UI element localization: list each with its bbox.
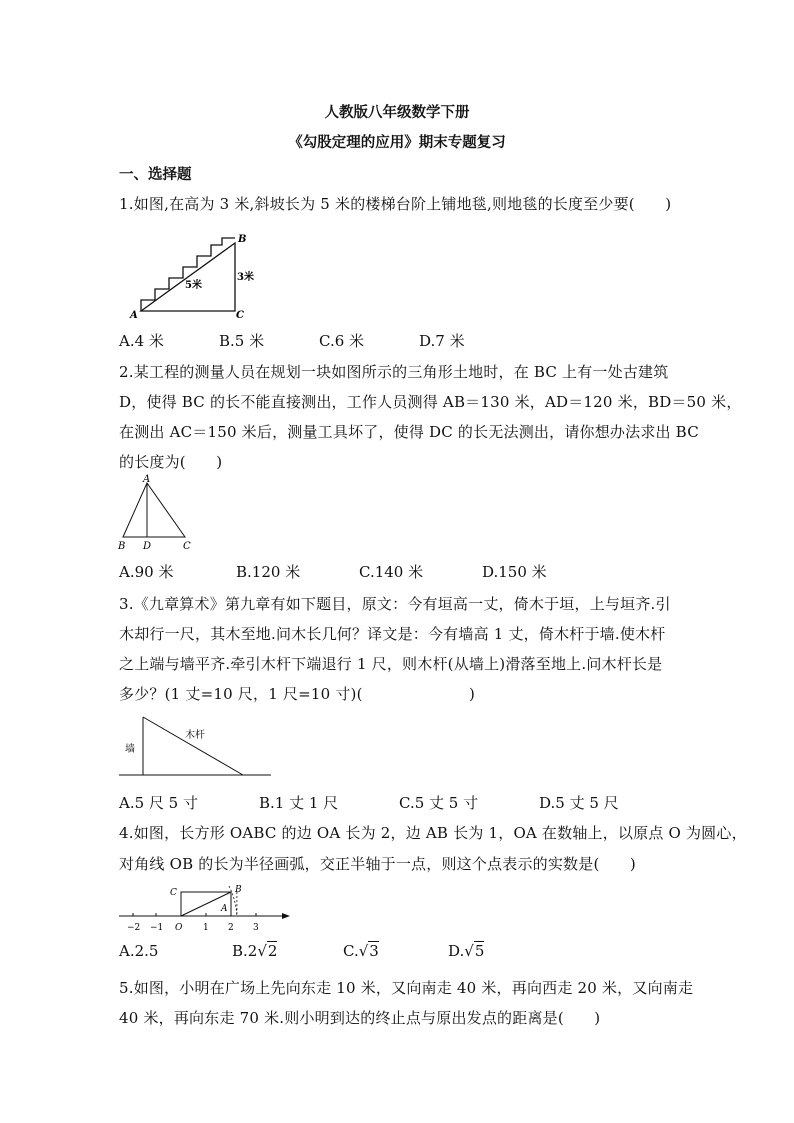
q1-option-b: B.5 米 — [219, 332, 265, 350]
q4-option-b-prefix: B.2 — [232, 942, 258, 960]
q1-option-c: C.6 米 — [319, 332, 365, 350]
q4-figure — [117, 880, 295, 936]
q4-line-1: 4.如图，长方形 OABC 的边 OA 长为 2，边 AB 长为 1，OA 在数轴上，以原点 O 为圆心， — [119, 824, 747, 842]
q4-tick-2: 2 — [228, 923, 234, 933]
sqrt-sign-icon: √ — [464, 942, 474, 960]
q4-line-2: 对角线 OB 的长为半径画弧，交正半轴于一点，则这个点表示的实数是( ) — [119, 855, 636, 873]
sqrt-sign-icon: √ — [358, 942, 369, 960]
q4-option-c-prefix: C. — [343, 942, 359, 960]
q4-axis-arrow — [282, 913, 290, 919]
q1-label-height: 3米 — [237, 272, 254, 283]
q2-label-B: B — [118, 541, 126, 552]
q5-line-2: 40 米，再向东走 70 米.则小明到达的终止点与原出发点的距离是( ) — [119, 1009, 601, 1027]
q3-line-2: 木却行一尺，其木至地.问木长几何？译文是：今有墙高 1 丈，倚木杆于墙.使木杆 — [119, 625, 666, 643]
q4-tick-3: 3 — [253, 923, 259, 933]
q4-option-b — [232, 942, 277, 960]
q1-label-A: A — [130, 310, 138, 321]
q2-option-b: B.120 米 — [236, 563, 301, 581]
q4-option-a: A.2.5 — [119, 942, 159, 960]
q3-line-3: 之上端与墙平齐.牵引木杆下端退行 1 尺，则木杆(从墙上)滑落至地上.问木杆长是 — [119, 655, 663, 673]
q1-figure — [119, 230, 269, 322]
q4-option-d-prefix: D. — [448, 942, 465, 960]
q4-tick-1: 1 — [203, 923, 209, 933]
q2-figure — [115, 475, 200, 553]
q4-label-B: B — [235, 885, 242, 895]
q1-option-a: A.4 米 — [119, 332, 164, 350]
q3-line-4: 多少？(1 丈=10 尺，1 尺=10 寸)( ) — [119, 685, 476, 703]
q2-option-c: C.140 米 — [359, 563, 424, 581]
q2-label-D: D — [143, 541, 152, 552]
q1-stem: 1.如图,在高为 3 米,斜坡长为 5 米的楼梯台阶上铺地毯,则地毯的长度至少要( ) — [119, 195, 672, 213]
q2-line-3: 在测出 AC＝150 米后，测量工具坏了，使得 DC 的长无法测出，请你想办法求出 BC — [119, 423, 699, 441]
q4-option-c-radicand: 3 — [369, 942, 379, 960]
doc-subtitle: 《勾股定理的应用》期末专题复习 — [288, 134, 506, 151]
q4-tick-neg2: −2 — [127, 923, 141, 933]
q3-line-1: 3.《九章算术》第九章有如下题目，原文：今有垣高一丈，倚木于垣，上与垣齐.引 — [119, 595, 671, 613]
q3-pole — [143, 717, 243, 775]
q2-label-C: C — [183, 541, 191, 552]
q2-option-a: A.90 米 — [119, 563, 174, 581]
q2-option-d: D.150 米 — [482, 563, 547, 581]
q2-line-4: 的长度为( ) — [119, 453, 223, 471]
sqrt-sign-icon: √ — [257, 942, 267, 960]
q4-label-O: O — [175, 923, 183, 933]
q4-option-b-radicand: 2 — [267, 942, 278, 960]
q3-label-wall: 墙 — [125, 744, 135, 755]
q1-staircase — [141, 238, 235, 311]
q5-line-1: 5.如图，小明在广场上先向东走 10 米，又向南走 40 米，再向西走 20 米，又向南走 — [119, 979, 694, 997]
q2-line-2: D，使得 BC 的长不能直接测出，工作人员测得 AB＝130 米，AD＝120 米，BD＝50 米， — [119, 393, 742, 411]
q4-option-c — [343, 942, 379, 960]
q4-option-d-radicand: 5 — [474, 942, 485, 960]
q4-label-C: C — [170, 888, 177, 898]
q4-tick-neg1: −1 — [150, 923, 164, 933]
q3-label-pole: 木杆 — [185, 730, 205, 741]
q3-option-a: A.5 尺 5 寸 — [119, 794, 198, 812]
q2-label-A: A — [143, 474, 151, 485]
q1-label-B: B — [238, 234, 247, 245]
q4-label-A: A — [221, 904, 228, 914]
doc-title: 人教版八年级数学下册 — [324, 104, 470, 121]
q4-option-d — [448, 942, 484, 960]
q3-option-c: C.5 丈 5 寸 — [399, 794, 479, 812]
q3-figure — [119, 712, 274, 778]
q1-option-d: D.7 米 — [419, 332, 465, 350]
q1-label-C: C — [236, 310, 244, 321]
q3-option-d: D.5 丈 5 尺 — [539, 794, 619, 812]
q2-line-1: 2.某工程的测量人员在规划一块如图所示的三角形土地时，在 BC 上有一处古建筑 — [119, 363, 669, 381]
q1-label-slope: 5米 — [185, 280, 202, 291]
section-heading: 一、选择题 — [119, 166, 192, 183]
q3-option-b: B.1 丈 1 尺 — [259, 794, 339, 812]
